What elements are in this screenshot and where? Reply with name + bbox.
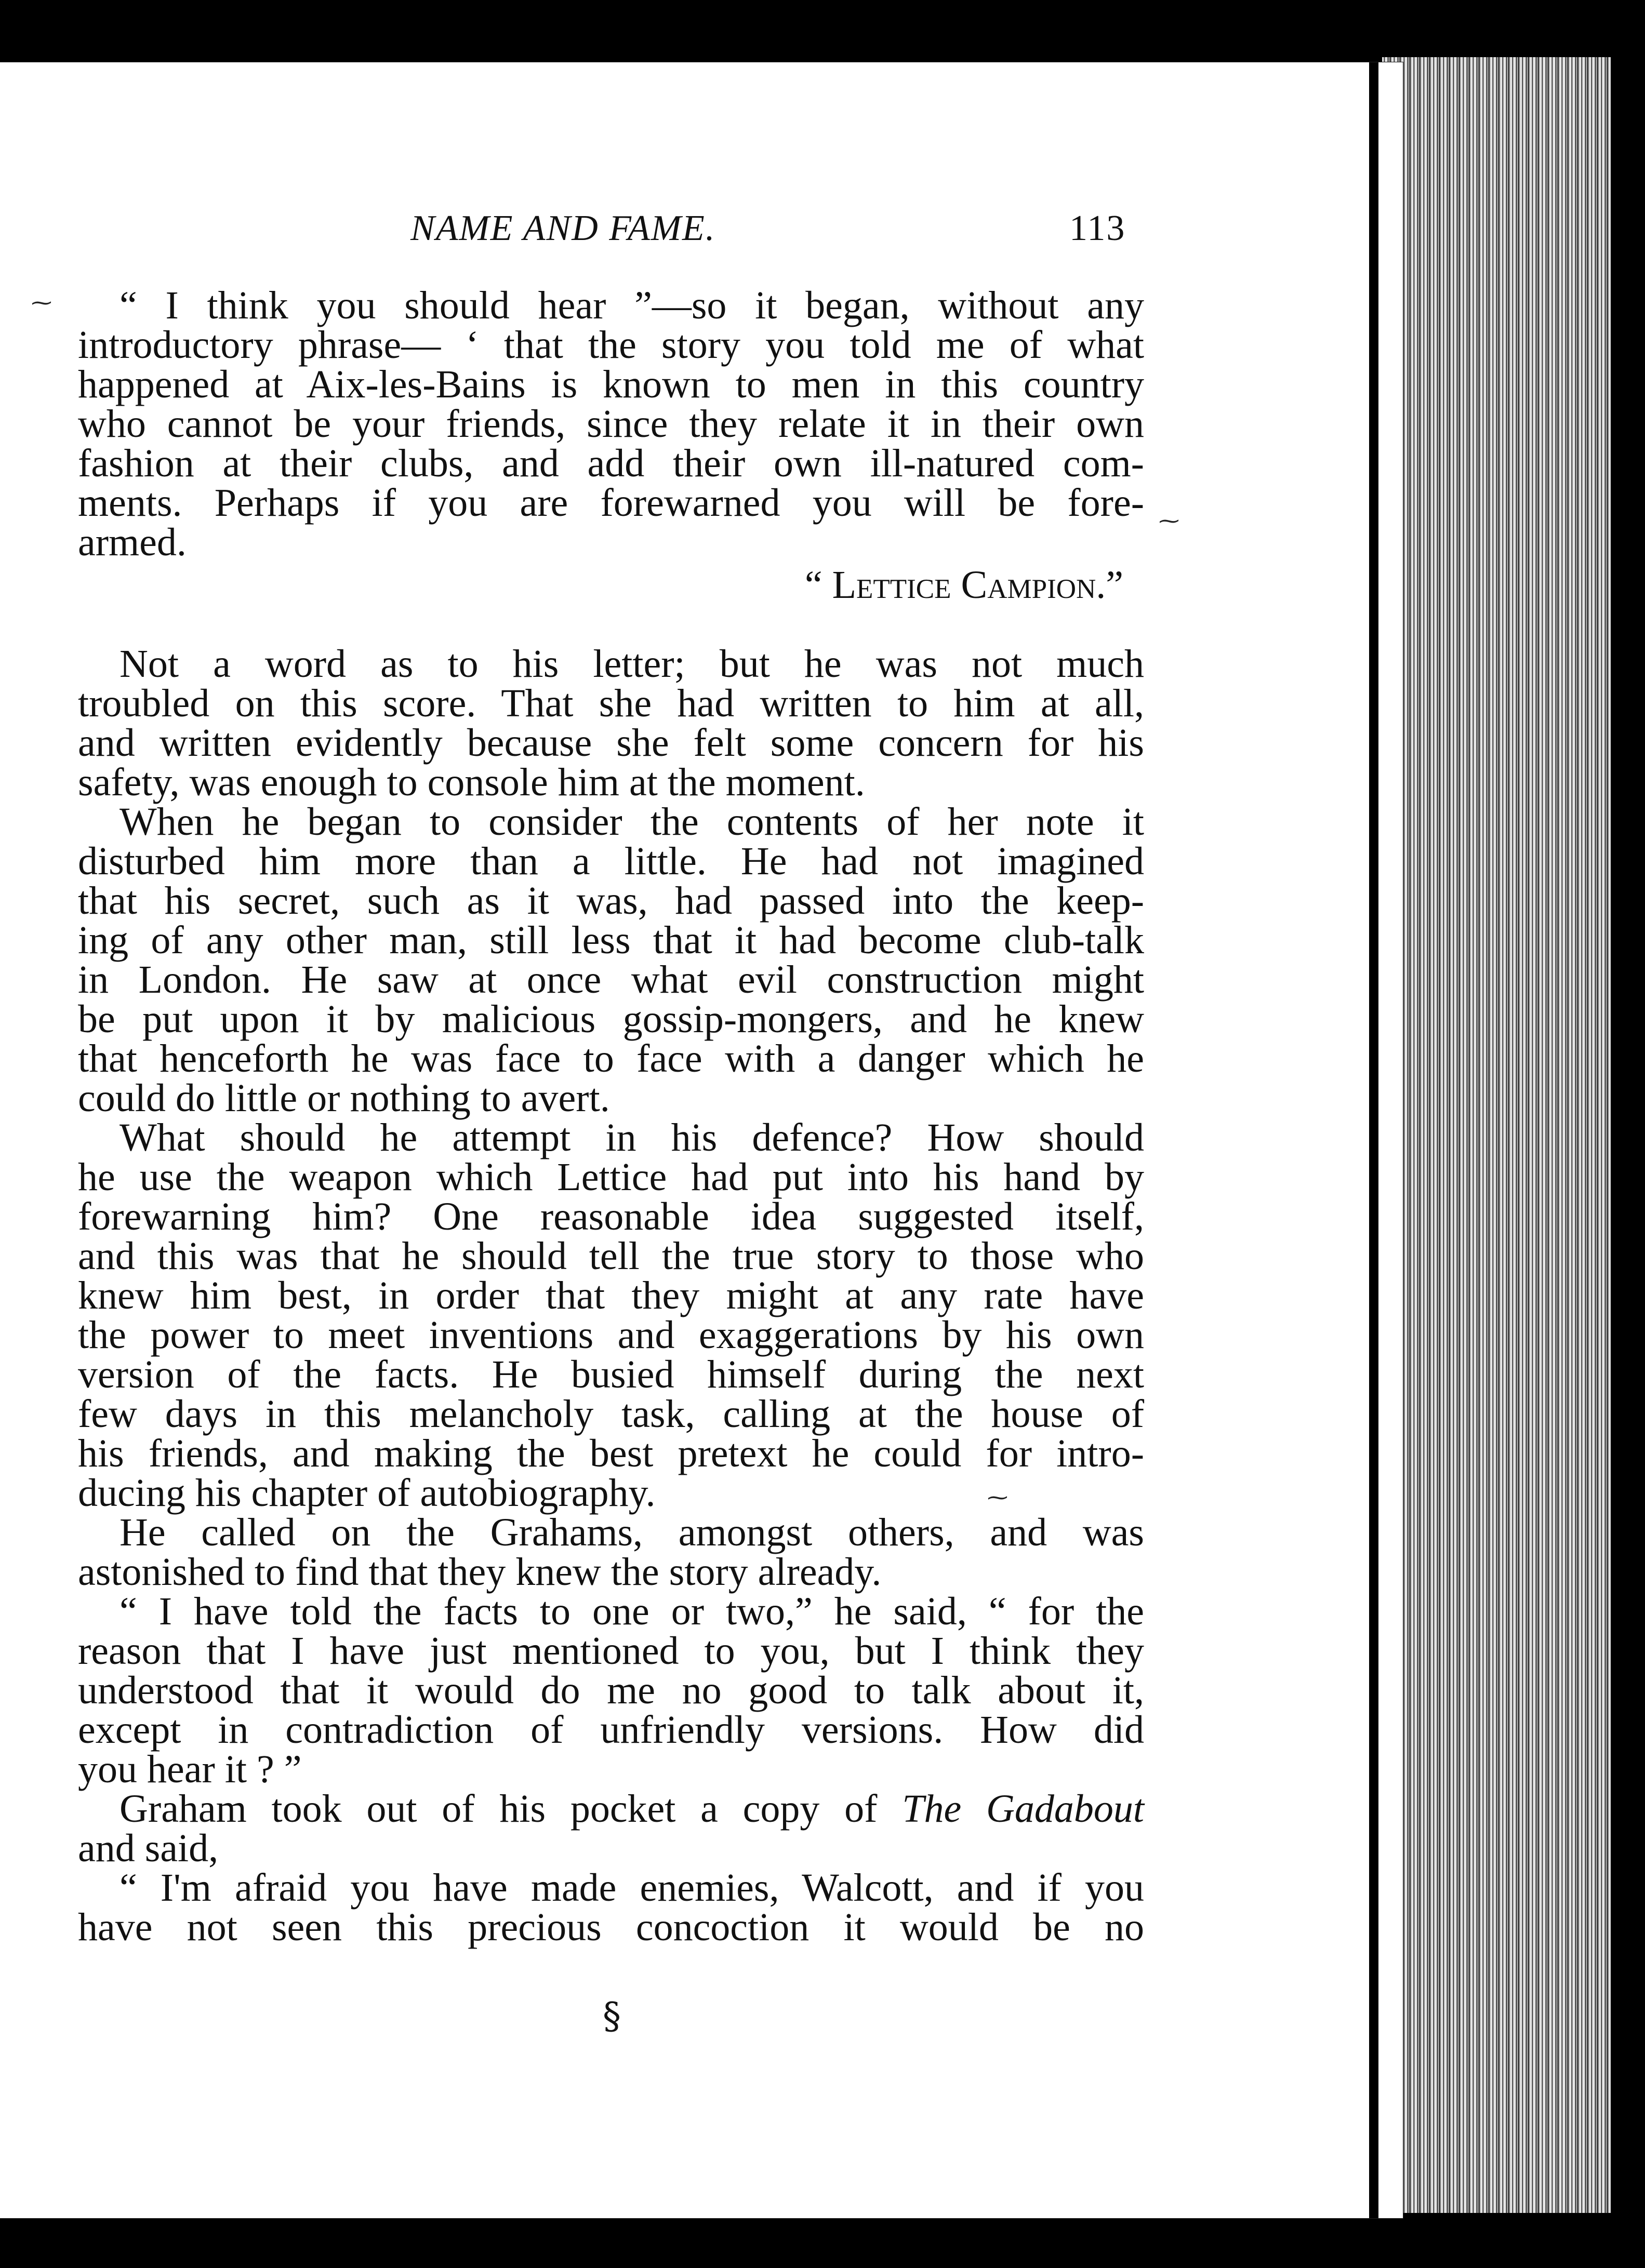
text-line: that his secret, such as it was, had passed into the keep- <box>78 879 1144 923</box>
text-line: his friends, and making the best pretext he could for intro- <box>78 1432 1144 1475</box>
margin-speck-icon: ⁓ <box>31 291 52 315</box>
letter-signature: “ Lettice Campion.” <box>804 563 1123 607</box>
text-line: understood that it would do me no good to talk about it, <box>78 1669 1144 1712</box>
paragraph <box>78 644 1144 802</box>
letter-line: armed. <box>78 521 187 564</box>
text-line: disturbed him more than a little. He had not imagined <box>78 839 1144 883</box>
text-line: and written evidently because she felt some concern for his <box>78 721 1144 765</box>
letter-line: happened at Aix-les-Bains is known to men in this country <box>78 363 1144 406</box>
text-line: that henceforth he was face to face with a danger which he <box>78 1037 1144 1080</box>
running-header <box>410 208 1138 249</box>
letter-line: who cannot be your friends, since they relate it in their own <box>78 402 1144 446</box>
page-edge-shadow <box>1369 62 1378 2218</box>
page-ornament-icon: § <box>603 1995 621 2037</box>
letter-line: ments. Perhaps if you are forewarned you will be fore- <box>78 481 1144 525</box>
letter-line: introductory phrase— ‘ that the story you told me of what <box>78 323 1144 367</box>
paragraph <box>78 802 1144 1118</box>
paragraph <box>78 1868 1144 1947</box>
letter-block <box>78 286 1144 605</box>
text-line: except in contradiction of unfriendly versions. How did <box>78 1708 1144 1752</box>
paragraph <box>78 1513 1144 1592</box>
text-line: ducing his chapter of autobiography. <box>78 1471 656 1515</box>
section-gap <box>78 605 1144 644</box>
text-line: he use the weapon which Lettice had put into his hand by <box>78 1155 1144 1199</box>
text-line: and said, <box>78 1826 219 1870</box>
letter-line: “ I think you should hear ”—so it began, without any <box>120 284 1144 327</box>
text-line: the power to meet inventions and exaggerations by his own <box>78 1313 1144 1357</box>
text-line: you hear it ? ” <box>78 1747 302 1791</box>
text-line: knew him best, in order that they might at any rate have <box>78 1274 1144 1317</box>
text-line: and this was that he should tell the true story to those who <box>78 1234 1144 1278</box>
paragraph <box>78 1592 1144 1789</box>
paragraph <box>78 1118 1144 1513</box>
margin-speck-icon: ⁓ <box>1159 509 1179 533</box>
text-line: “ I have told the facts to one or two,” he said, “ for the <box>120 1590 1144 1633</box>
text-line: astonished to find that they knew the story already. <box>78 1550 882 1594</box>
text-line: in London. He saw at once what evil construction might <box>78 958 1144 1002</box>
page-fore-edge <box>1382 57 1611 2213</box>
margin-speck-icon: ⁓ <box>987 1486 1008 1510</box>
text-line: ing of any other man, still less that it had become club-talk <box>78 918 1144 962</box>
periodical-title: The Gadabout <box>902 1787 1144 1831</box>
text-line: “ I'm afraid you have made enemies, Walcott, and if you <box>120 1866 1144 1910</box>
text-line: version of the facts. He busied himself during the next <box>78 1353 1144 1396</box>
text-line: reason that I have just mentioned to you, but I think they <box>78 1629 1144 1673</box>
text-line: be put upon it by malicious gossip-mongers, and he knew <box>78 997 1144 1041</box>
running-title: NAME AND FAME. <box>410 208 716 248</box>
text-line: forewarning him? One reasonable idea suggested itself, <box>78 1195 1144 1238</box>
text-line: Not a word as to his letter; but he was not much <box>120 642 1144 686</box>
page-body <box>78 286 1144 1947</box>
text-line: troubled on this score. That she had written to him at all, <box>78 682 1144 725</box>
text-line: have not seen this precious concoction it would be no <box>78 1905 1144 1949</box>
text-line: When he began to consider the contents of her note it <box>120 800 1144 844</box>
text-line: Graham took out of his pocket a copy of The Gadabout <box>120 1787 1144 1831</box>
text-line: few days in this melancholy task, calling at the house of <box>78 1392 1144 1436</box>
text-line: safety, was enough to console him at the moment. <box>78 761 865 804</box>
text-line: What should he attempt in his defence? How should <box>120 1116 1144 1159</box>
letter-line: fashion at their clubs, and add their own ill-natured com- <box>78 442 1144 485</box>
paragraph <box>78 1789 1144 1868</box>
text-line: He called on the Grahams, amongst others, and was <box>120 1511 1144 1554</box>
page-number: 113 <box>1069 208 1126 248</box>
text-line: could do little or nothing to avert. <box>78 1076 610 1120</box>
